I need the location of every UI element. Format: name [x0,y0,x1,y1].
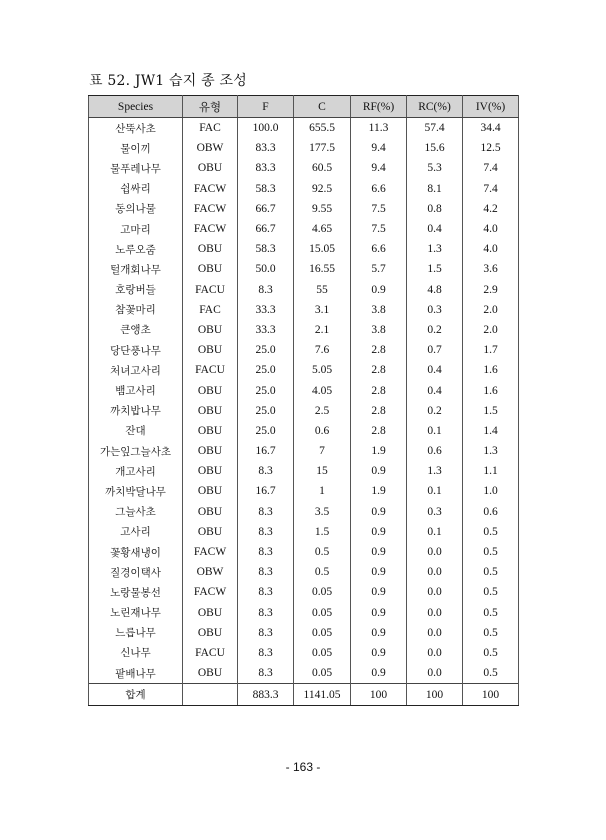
cell-iv: 0.5 [463,623,519,643]
cell-type: FAC [183,300,238,320]
cell-frequency: 33.3 [238,300,294,320]
cell-frequency: 25.0 [238,421,294,441]
cell-type: OBU [183,401,238,421]
cell-coverage: 3.5 [294,502,351,522]
cell-rf: 0.9 [351,623,407,643]
table-row [89,219,519,239]
table-row [89,461,519,481]
column-header-type: 유형 [183,96,238,118]
cell-type: FACW [183,179,238,199]
cell-rf: 2.8 [351,380,407,400]
cell-type: OBU [183,441,238,461]
cell-type: OBU [183,259,238,279]
cell-rf: 0.9 [351,461,407,481]
cell-species: 참꽃마리 [89,300,183,320]
cell-rf: 9.4 [351,158,407,178]
cell-rf: 3.8 [351,300,407,320]
cell-type: FACU [183,360,238,380]
cell-type: FACU [183,280,238,300]
cell-species: 꽃황새냉이 [89,542,183,562]
table-row [89,138,519,158]
cell-coverage: 1 [294,481,351,501]
cell-iv: 2.9 [463,280,519,300]
cell-coverage: 5.05 [294,360,351,380]
table-row [89,280,519,300]
table-row [89,562,519,582]
cell-species: 노린재나무 [89,603,183,623]
cell-frequency: 8.3 [238,502,294,522]
cell-iv: 1.1 [463,461,519,481]
cell-type: OBU [183,481,238,501]
cell-rf: 0.9 [351,643,407,663]
table-row [89,360,519,380]
cell-iv: 1.3 [463,441,519,461]
cell-rf: 7.5 [351,199,407,219]
cell-coverage: 15.05 [294,239,351,259]
cell-type: FACW [183,582,238,602]
cell-frequency: 8.3 [238,623,294,643]
table-row [89,522,519,542]
cell-rc: 5.3 [407,158,463,178]
cell-coverage: 15 [294,461,351,481]
cell-rc: 0.1 [407,481,463,501]
cell-type: OBU [183,603,238,623]
cell-frequency: 58.3 [238,239,294,259]
cell-frequency: 83.3 [238,138,294,158]
column-header-frequency: F [238,96,294,118]
cell-coverage: 0.5 [294,542,351,562]
cell-iv: 1.5 [463,401,519,421]
cell-rc: 0.7 [407,340,463,360]
cell-species: 그늘사초 [89,502,183,522]
cell-rc: 8.1 [407,179,463,199]
cell-coverage: 7 [294,441,351,461]
cell-rf: 7.5 [351,219,407,239]
cell-iv: 34.4 [463,118,519,139]
cell-coverage: 7.6 [294,340,351,360]
cell-type: OBU [183,340,238,360]
cell-iv: 7.4 [463,179,519,199]
cell-species: 큰앵초 [89,320,183,340]
cell-frequency: 8.3 [238,603,294,623]
table-row [89,179,519,199]
cell-species: 팥배나무 [89,663,183,684]
cell-species: 느릅나무 [89,623,183,643]
cell-rf: 0.9 [351,280,407,300]
cell-rf: 2.8 [351,340,407,360]
cell-frequency: 16.7 [238,481,294,501]
cell-iv: 2.0 [463,320,519,340]
cell-iv: 4.0 [463,219,519,239]
cell-rf: 5.7 [351,259,407,279]
cell-frequency: 8.3 [238,643,294,663]
cell-coverage: 4.65 [294,219,351,239]
cell-type: OBU [183,623,238,643]
cell-iv: 0.5 [463,603,519,623]
cell-coverage: 9.55 [294,199,351,219]
cell-iv: 1.4 [463,421,519,441]
cell-iv: 1.7 [463,340,519,360]
cell-type: OBU [183,522,238,542]
cell-species: 쉽싸리 [89,179,183,199]
table-row [89,582,519,602]
table-row [89,542,519,562]
cell-species: 까치박달나무 [89,481,183,501]
cell-type: FAC [183,118,238,139]
cell-frequency: 25.0 [238,360,294,380]
column-header-coverage: C [294,96,351,118]
cell-rf: 0.9 [351,562,407,582]
cell-rf: 0.9 [351,663,407,684]
cell-species: 개고사리 [89,461,183,481]
column-header-rc: RC(%) [407,96,463,118]
cell-coverage: 0.6 [294,421,351,441]
cell-species: 고마리 [89,219,183,239]
cell-rc: 0.1 [407,421,463,441]
cell-rc: 0.2 [407,320,463,340]
cell-rc: 4.8 [407,280,463,300]
cell-type: OBU [183,421,238,441]
cell-frequency: 8.3 [238,522,294,542]
cell-frequency: 8.3 [238,582,294,602]
cell-species: 털개회나무 [89,259,183,279]
cell-coverage: 3.1 [294,300,351,320]
cell-coverage: 0.5 [294,562,351,582]
total-cell-iv: 100 [463,684,519,706]
cell-frequency: 16.7 [238,441,294,461]
cell-rc: 0.0 [407,562,463,582]
cell-type: FACU [183,643,238,663]
table-row [89,340,519,360]
cell-coverage: 60.5 [294,158,351,178]
cell-rc: 15.6 [407,138,463,158]
cell-species: 뱀고사리 [89,380,183,400]
total-cell-species: 합계 [89,684,183,706]
table-row [89,481,519,501]
cell-type: FACW [183,219,238,239]
cell-coverage: 16.55 [294,259,351,279]
cell-type: OBU [183,239,238,259]
cell-species: 신나무 [89,643,183,663]
table-row [89,502,519,522]
table-row [89,401,519,421]
table-row [89,603,519,623]
cell-iv: 0.6 [463,502,519,522]
cell-type: OBU [183,158,238,178]
table-caption: 표 52. JW1 습지 종 조성 [89,73,247,89]
cell-species: 노랑물봉선 [89,582,183,602]
cell-rc: 0.4 [407,360,463,380]
cell-rc: 0.4 [407,380,463,400]
cell-frequency: 8.3 [238,280,294,300]
cell-rf: 2.8 [351,401,407,421]
table-header [89,96,519,118]
table-row [89,663,519,684]
cell-rc: 0.0 [407,623,463,643]
total-cell-rf: 100 [351,684,407,706]
cell-rf: 11.3 [351,118,407,139]
total-cell-frequency: 883.3 [238,684,294,706]
cell-iv: 0.5 [463,663,519,684]
total-row [89,684,519,706]
column-header-rf: RF(%) [351,96,407,118]
cell-frequency: 66.7 [238,199,294,219]
cell-species: 까치밥나무 [89,401,183,421]
cell-coverage: 0.05 [294,663,351,684]
cell-coverage: 0.05 [294,643,351,663]
cell-coverage: 2.1 [294,320,351,340]
cell-species: 호랑버들 [89,280,183,300]
table-row [89,118,519,139]
cell-coverage: 0.05 [294,603,351,623]
cell-frequency: 83.3 [238,158,294,178]
cell-rc: 0.6 [407,441,463,461]
cell-coverage: 655.5 [294,118,351,139]
cell-iv: 3.6 [463,259,519,279]
species-composition-table [88,95,519,706]
cell-frequency: 8.3 [238,663,294,684]
cell-type: FACW [183,199,238,219]
column-header-species: Species [89,96,183,118]
total-cell-type [183,684,238,706]
cell-rf: 6.6 [351,179,407,199]
cell-coverage: 2.5 [294,401,351,421]
cell-frequency: 25.0 [238,401,294,421]
cell-rf: 9.4 [351,138,407,158]
cell-rc: 1.5 [407,259,463,279]
cell-rc: 0.0 [407,643,463,663]
cell-iv: 0.5 [463,562,519,582]
cell-rf: 2.8 [351,360,407,380]
cell-iv: 7.4 [463,158,519,178]
cell-coverage: 1.5 [294,522,351,542]
cell-rf: 0.9 [351,542,407,562]
cell-species: 동의나물 [89,199,183,219]
cell-frequency: 66.7 [238,219,294,239]
cell-iv: 0.5 [463,643,519,663]
cell-rc: 1.3 [407,239,463,259]
cell-coverage: 177.5 [294,138,351,158]
cell-rf: 0.9 [351,522,407,542]
cell-coverage: 4.05 [294,380,351,400]
cell-frequency: 25.0 [238,340,294,360]
table-row [89,239,519,259]
cell-species: 당단풍나무 [89,340,183,360]
table-footer [89,684,519,706]
cell-frequency: 100.0 [238,118,294,139]
cell-rc: 0.1 [407,522,463,542]
cell-frequency: 8.3 [238,562,294,582]
cell-rf: 3.8 [351,320,407,340]
cell-rc: 57.4 [407,118,463,139]
cell-type: OBW [183,138,238,158]
cell-iv: 0.5 [463,582,519,602]
cell-frequency: 8.3 [238,461,294,481]
cell-rc: 0.0 [407,603,463,623]
cell-species: 가는잎그늘사초 [89,441,183,461]
cell-coverage: 92.5 [294,179,351,199]
cell-rf: 1.9 [351,481,407,501]
cell-frequency: 33.3 [238,320,294,340]
cell-rf: 0.9 [351,582,407,602]
total-cell-coverage: 1141.05 [294,684,351,706]
table-row [89,623,519,643]
table-row [89,158,519,178]
table-row [89,441,519,461]
cell-rc: 0.3 [407,300,463,320]
total-cell-rc: 100 [407,684,463,706]
table-row [89,320,519,340]
table-row [89,643,519,663]
cell-coverage: 0.05 [294,623,351,643]
cell-species: 잔대 [89,421,183,441]
cell-species: 물푸레나무 [89,158,183,178]
cell-iv: 1.6 [463,360,519,380]
cell-species: 물이끼 [89,138,183,158]
cell-iv: 1.6 [463,380,519,400]
cell-iv: 4.2 [463,199,519,219]
cell-frequency: 58.3 [238,179,294,199]
cell-type: OBU [183,502,238,522]
cell-species: 처녀고사리 [89,360,183,380]
cell-rf: 1.9 [351,441,407,461]
cell-rc: 0.3 [407,502,463,522]
cell-iv: 12.5 [463,138,519,158]
cell-frequency: 8.3 [238,542,294,562]
page-number: - 163 - [285,760,321,774]
cell-frequency: 25.0 [238,380,294,400]
table-row [89,300,519,320]
cell-rf: 0.9 [351,603,407,623]
cell-rf: 2.8 [351,421,407,441]
cell-type: OBW [183,562,238,582]
cell-type: OBU [183,663,238,684]
cell-iv: 0.5 [463,542,519,562]
cell-rf: 6.6 [351,239,407,259]
cell-type: OBU [183,461,238,481]
cell-iv: 0.5 [463,522,519,542]
cell-type: OBU [183,320,238,340]
cell-type: OBU [183,380,238,400]
cell-coverage: 55 [294,280,351,300]
cell-frequency: 50.0 [238,259,294,279]
cell-rc: 0.0 [407,663,463,684]
cell-rc: 1.3 [407,461,463,481]
table-row [89,199,519,219]
cell-iv: 4.0 [463,239,519,259]
cell-rc: 0.8 [407,199,463,219]
cell-rc: 0.0 [407,542,463,562]
cell-rf: 0.9 [351,502,407,522]
header-row [89,96,519,118]
cell-iv: 2.0 [463,300,519,320]
cell-rc: 0.4 [407,219,463,239]
table-row [89,259,519,279]
cell-iv: 1.0 [463,481,519,501]
table-row [89,380,519,400]
table-body [89,118,519,684]
column-header-iv: IV(%) [463,96,519,118]
table-row [89,421,519,441]
cell-species: 노루오줌 [89,239,183,259]
cell-species: 고사리 [89,522,183,542]
cell-coverage: 0.05 [294,582,351,602]
cell-species: 산뚝사초 [89,118,183,139]
cell-rc: 0.0 [407,582,463,602]
cell-type: FACW [183,542,238,562]
cell-rc: 0.2 [407,401,463,421]
cell-species: 질경이택사 [89,562,183,582]
